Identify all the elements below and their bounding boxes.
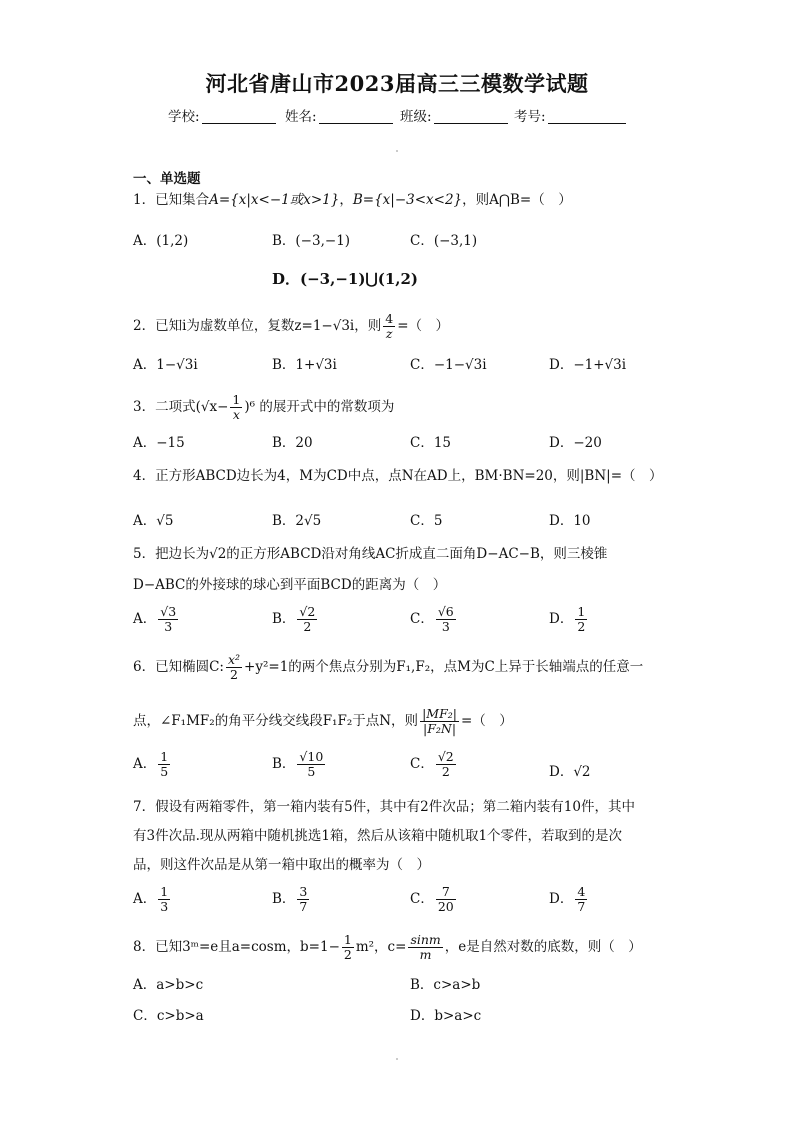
- q6-option-a[interactable]: A． $\frac{1}{5}$: [133, 749, 169, 779]
- question-1: [133, 191, 572, 209]
- q1-sep: ，: [339, 192, 353, 208]
- section-heading: 一、单选题: [133, 171, 201, 187]
- q1-tail: ，则A⋂B=（ ）: [462, 192, 572, 208]
- q1-option-c[interactable]: C．(−3,1): [410, 233, 478, 249]
- question-7-line-3: 品，则这件次品是从第一箱中取出的概率为（ ）: [133, 857, 430, 873]
- q8-option-b[interactable]: B．c>a>b: [410, 977, 481, 993]
- question-5-line-2: D−ABC的外接球的球心到平面BCD的距离为（ ）: [133, 577, 447, 593]
- q2-option-b[interactable]: B．1+√3i: [272, 357, 337, 373]
- question-8: 8．已知3ᵐ=e且a=cosm，b=1− $\frac{1}{2}$ m²，c= $\frac{\sin m}{m}$ ，e是自然对数的底数，则（ ）: [133, 932, 642, 962]
- q1-option-d[interactable]: D．(−3,−1)⋃(1,2): [272, 270, 419, 288]
- q7-option-d[interactable]: D． $\frac{4}{7}$: [549, 884, 586, 914]
- q2-option-a[interactable]: A．1−√3i: [133, 357, 198, 373]
- q5-option-b[interactable]: B． $\frac{√2}{2}$: [272, 604, 316, 634]
- school-blank[interactable]: [202, 109, 276, 124]
- q3-stem-b: )⁶ 的展开式中的常数项为: [244, 399, 395, 415]
- class-blank[interactable]: [434, 109, 508, 124]
- q6-option-d[interactable]: D．√2: [549, 764, 591, 780]
- q5-option-c[interactable]: C． $\frac{√6}{3}$: [410, 604, 454, 634]
- q6-option-b[interactable]: B． $\frac{√10}{5}$: [272, 749, 324, 779]
- question-3: [133, 393, 394, 422]
- question-6-line-1: 6．已知椭圆C: $\frac{\text{x²}}{2}$ +y²=1的两个焦点分别为F₁,F₂，点M为C上异于长轴端点的任意一: [133, 652, 644, 682]
- q6-option-c[interactable]: C． $\frac{√2}{2}$: [410, 749, 454, 779]
- q4-option-c[interactable]: C．5: [410, 513, 443, 529]
- class-label: 班级:: [400, 109, 432, 125]
- q3-option-c[interactable]: C．15: [410, 435, 452, 451]
- q4-option-d[interactable]: D．10: [549, 513, 591, 529]
- q8-option-d[interactable]: D．b>a>c: [410, 1008, 482, 1024]
- q1-stem: 1．已知集合: [133, 192, 210, 208]
- q1-option-a[interactable]: A．(1,2): [133, 233, 189, 249]
- q2-fraction: $\frac{4}{z}$: [385, 311, 394, 341]
- decorative-dot-bottom: [396, 1058, 398, 1060]
- q3-fraction: $\frac{1}{x}$: [232, 392, 241, 422]
- question-6-line-2: 点，∠F₁MF₂的角平分线交线段F₁F₂于点N，则 $\frac{\text{|MF₂|}}{\text{|F₂N|}}$ =（ ）: [133, 706, 513, 736]
- q7-option-c[interactable]: C． $\frac{7}{20}$: [410, 884, 454, 914]
- number-blank[interactable]: [548, 109, 626, 124]
- q5-option-a[interactable]: A． $\frac{√3}{3}$: [133, 604, 177, 634]
- q8-option-c[interactable]: C．c>b>a: [133, 1008, 204, 1024]
- q3-option-a[interactable]: A．−15: [133, 435, 185, 451]
- decorative-dot: [396, 150, 398, 152]
- q1-option-b[interactable]: B．(−3,−1): [272, 233, 351, 249]
- question-7-line-2: 有3件次品.现从两箱中随机挑选1箱，然后从该箱中随机取1个零件，若取到的是次: [133, 828, 623, 844]
- question-2: [133, 312, 449, 341]
- q1-set-b: B={x|−3<x<2}: [352, 192, 463, 208]
- q2-option-d[interactable]: D．−1+√3i: [549, 357, 627, 373]
- name-blank[interactable]: [319, 109, 393, 124]
- q8-option-a[interactable]: A．a>b>c: [133, 977, 204, 993]
- q2-option-c[interactable]: C．−1−√3i: [410, 357, 487, 373]
- q3-stem-a: 3．二项式(√x−: [133, 399, 229, 415]
- question-5-line-1: 5．把边长为√2的正方形ABCD沿对角线AC折成直二面角D−AC−B，则三棱锥: [133, 546, 608, 562]
- q3-option-b[interactable]: B．20: [272, 435, 313, 451]
- q7-option-b[interactable]: B． $\frac{3}{7}$: [272, 884, 308, 914]
- class-field[interactable]: [400, 105, 508, 125]
- name-label: 姓名:: [285, 109, 317, 125]
- number-label: 考号:: [514, 109, 546, 125]
- question-4: 4．正方形ABCD边长为4，M为CD中点，点N在AD上，BM·BN=20，则|BN|=（ ）: [133, 468, 663, 484]
- q7-option-a[interactable]: A． $\frac{1}{3}$: [133, 884, 169, 914]
- q5-option-d[interactable]: D． $\frac{1}{2}$: [549, 604, 586, 634]
- q4-option-a[interactable]: A．√5: [133, 513, 174, 529]
- page-title: 河北省唐山市2023届高三三模数学试题: [205, 71, 589, 96]
- school-field[interactable]: [168, 105, 276, 125]
- q1-set-a: A={x|x<−1或x>1}: [209, 192, 340, 208]
- q2-stem: 2．已知i为虚数单位，复数z=1−√3i，则: [133, 318, 382, 334]
- number-field[interactable]: [514, 105, 626, 125]
- name-field[interactable]: [285, 105, 393, 125]
- q4-option-b[interactable]: B．2√5: [272, 513, 322, 529]
- q3-option-d[interactable]: D．−20: [549, 435, 602, 451]
- question-7-line-1: 7．假设有两箱零件，第一箱内装有5件，其中有2件次品；第二箱内装有10件，其中: [133, 799, 635, 815]
- q2-tail: =（ ）: [397, 318, 450, 334]
- school-label: 学校:: [168, 109, 200, 125]
